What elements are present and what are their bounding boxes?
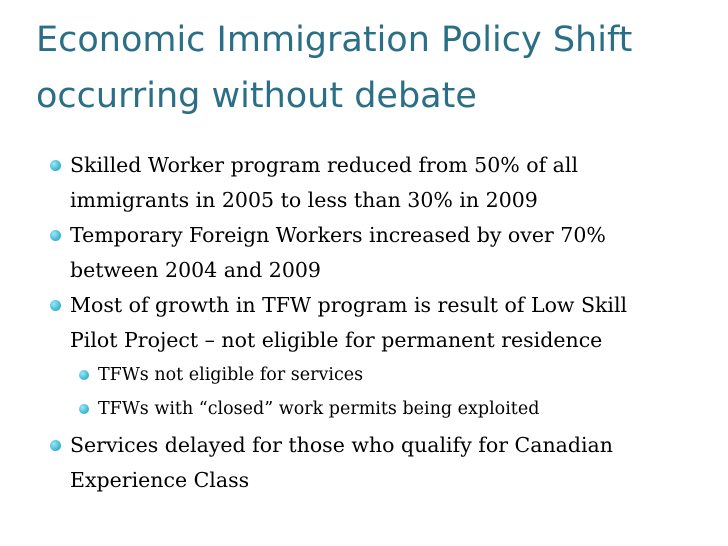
bullet-icon (50, 230, 61, 241)
bullet-text-line: Most of growth in TFW program is result of Low Skill (70, 293, 628, 317)
bullet-item-tfw-growth (36, 288, 716, 358)
sub-bullet-text: TFWs not eligible for services (98, 365, 364, 385)
bullet-text-line: immigrants in 2005 to less than 30% in 2009 (70, 188, 538, 212)
bullet-icon (50, 300, 61, 311)
slide-title (36, 12, 716, 124)
sub-bullet-item-services (36, 358, 716, 392)
bullet-icon (50, 160, 61, 171)
bullet-item-skilled-worker (36, 148, 716, 218)
bullet-item-services-delayed (36, 428, 716, 498)
bullet-item-temporary-foreign-workers (36, 218, 716, 288)
bullet-icon (50, 440, 61, 451)
sub-bullet-icon (79, 404, 89, 414)
sub-bullet-text: TFWs with “closed” work permits being exploited (98, 399, 540, 419)
sub-bullet-icon (79, 370, 89, 380)
bullet-text-line: Services delayed for those who qualify for Canadian (70, 433, 613, 457)
sub-bullet-item-closed-permits (36, 392, 716, 426)
slide-title-line: occurring without debate (36, 76, 477, 116)
bullet-text-line: Experience Class (70, 468, 250, 492)
bullet-text-line: Temporary Foreign Workers increased by over 70% (70, 223, 606, 247)
bullet-text-line: between 2004 and 2009 (70, 258, 321, 282)
slide-title-line: Economic Immigration Policy Shift (36, 20, 633, 60)
bullet-list (36, 148, 716, 498)
bullet-text-line: Pilot Project – not eligible for permanent residence (70, 328, 603, 352)
bullet-text-line: Skilled Worker program reduced from 50% of all (70, 153, 579, 177)
